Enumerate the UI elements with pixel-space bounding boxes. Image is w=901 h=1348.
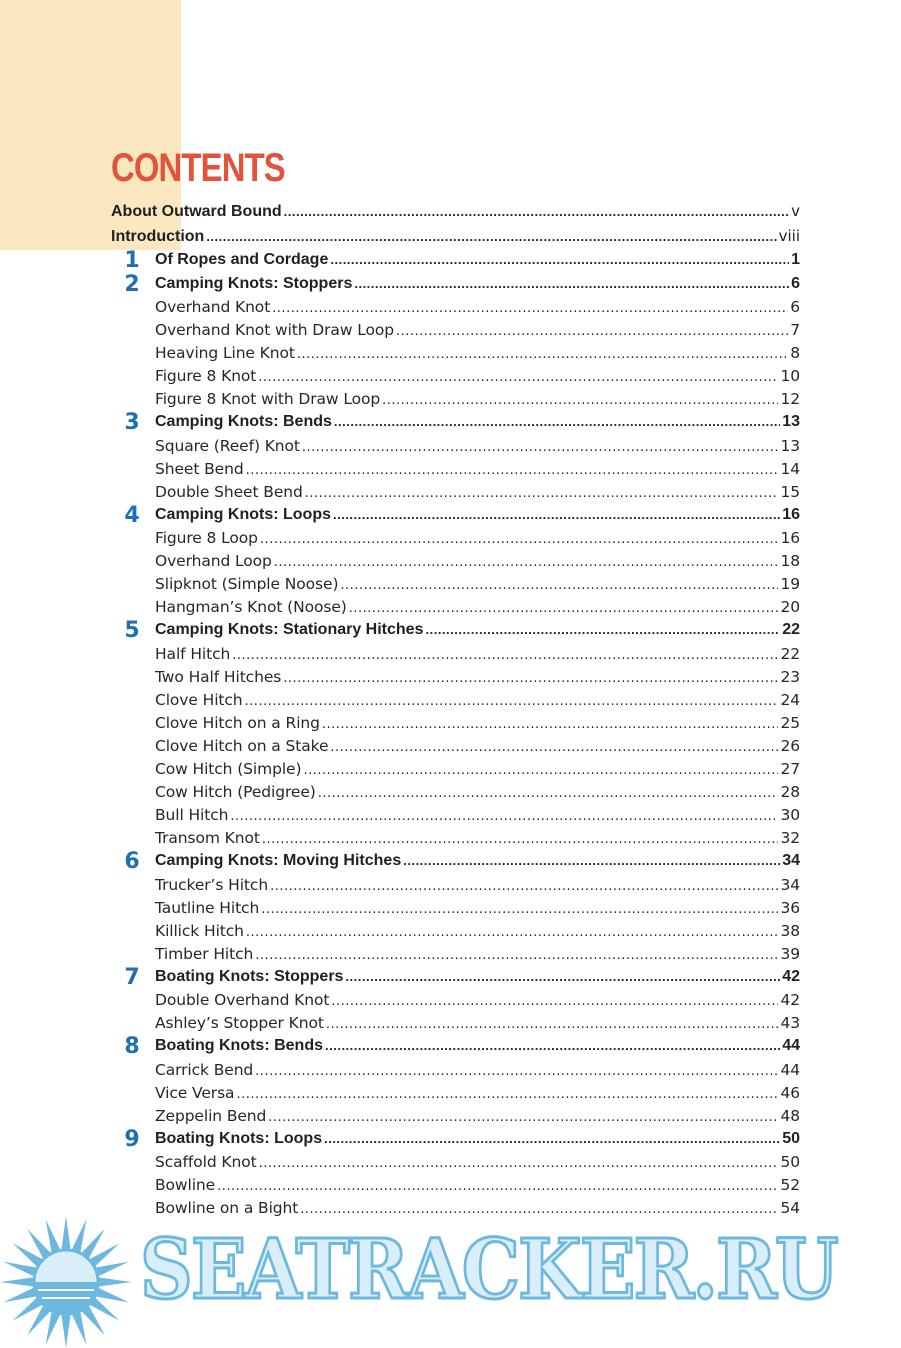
dot-leader [297,347,788,362]
toc-section-entry-label: Heaving Line Knot [155,344,295,363]
toc-section-entry-page-number: 6 [790,298,800,317]
toc-section-entry-label: Cow Hitch (Pedigree) [155,783,316,801]
toc-chapter-entry-page-number: 34 [782,852,800,869]
toc-section-entry-page-number: 27 [780,760,800,778]
dot-leader [325,1038,780,1053]
page-title: CONTENTS [111,146,285,190]
toc-section-entry-page-number: 23 [780,668,800,686]
toc-front-matter-entry [111,202,800,225]
toc-section-entry-page-number: 7 [790,321,800,340]
toc-chapter-entry [155,506,800,529]
toc-section-entry-page-number: 34 [780,875,800,894]
dot-leader [230,809,778,824]
dot-leader [283,671,778,686]
toc-chapter-entry-label: Camping Knots: Stationary Hitches [155,621,424,639]
dot-leader [274,555,779,570]
toc-chapter-entry-page-number: 44 [782,1037,800,1055]
toc-section-entry-label: Trucker’s Hitch [155,875,269,894]
toc-section-entry-page-number: 8 [790,344,800,363]
toc-section-entry [155,922,800,945]
toc-chapter-entry-label: Of Ropes and Cordage [155,251,329,268]
toc-section-entry-label: Bowline [155,1176,216,1195]
toc-section-entry-label: Cow Hitch (Simple) [155,760,302,778]
dot-leader [403,853,780,868]
dot-leader [261,902,778,917]
dot-leader [258,370,778,385]
toc-section-entry-page-number: 15 [780,482,800,501]
toc-section-entry [155,829,800,852]
toc-section-entry-label: Double Overhand Knot [155,991,330,1010]
toc-section-entry-label: Scaffold Knot [155,1153,257,1172]
chapter-number: 2 [124,271,140,297]
toc-section-entry-label: Half Hitch [155,645,231,663]
toc-section-entry-page-number: 25 [780,714,800,732]
dot-leader [349,601,779,616]
dot-leader [331,994,778,1009]
toc-section-entry-label: Figure 8 Knot with Draw Loop [155,390,381,409]
dot-leader [396,324,788,339]
toc-chapter-entry [155,275,800,298]
dot-leader [255,1064,778,1079]
toc-section-entry-label: Zeppelin Bend [155,1106,267,1125]
toc-section-entry [155,367,800,390]
toc-section-entry-page-number: 50 [780,1153,800,1172]
toc-chapter-entry-page-number: 6 [791,274,800,292]
toc-section-entry-label: Hangman’s Knot (Noose) [155,598,347,617]
watermark-text: SEATRACKER.RU [140,1222,837,1318]
toc-chapter-entry [155,251,800,274]
toc-section-entry [155,437,800,460]
toc-section-entry [155,760,800,783]
toc-section-entry-page-number: 54 [780,1199,800,1218]
dot-leader [272,301,788,316]
dot-leader [303,763,778,778]
dot-leader [318,786,779,801]
toc-chapter-entry-label: Boating Knots: Stoppers [155,967,344,985]
toc-section-entry [155,783,800,806]
dot-leader [246,925,779,940]
toc-front-matter-entry-label: About Outward Bound [111,203,282,220]
toc-section-entry-page-number: 19 [780,575,800,594]
toc-section-entry [155,991,800,1014]
toc-chapter-entry [155,413,800,436]
chapter-number: 3 [124,410,140,436]
toc-section-entry [155,575,800,598]
toc-section-entry-label: Overhand Loop [155,552,272,571]
chapter-number: 6 [124,849,140,874]
toc-section-entry-label: Carrick Bend [155,1060,254,1079]
dot-leader [232,648,778,663]
toc-section-entry-page-number: 52 [780,1176,800,1195]
toc-section-entry-page-number: 12 [780,390,800,409]
toc-chapter-entry [155,1130,800,1153]
toc-section-entry-page-number: 43 [780,1014,800,1033]
chapter-number: 7 [124,964,140,990]
toc-chapter-entry-label: Camping Knots: Stoppers [155,274,353,292]
toc-section-entry-label: Two Half Hitches [155,668,282,686]
toc-section-entry [155,899,800,922]
toc-section-entry-page-number: 44 [780,1060,800,1079]
toc-section-entry-label: Timber Hitch [155,944,254,963]
dot-leader [259,1156,779,1171]
dot-leader [330,740,778,755]
dot-leader [262,832,779,847]
toc-section-entry [155,1153,800,1176]
toc-section-entry [155,552,800,575]
toc-chapter-entry [155,621,800,644]
toc-section-entry-label: Vice Versa [155,1083,235,1102]
toc-section-entry-label: Clove Hitch on a Ring [155,714,320,732]
toc-chapter-entry-page-number: 42 [782,967,800,985]
toc-section-entry [155,806,800,829]
toc-section-entry-page-number: 30 [780,806,800,824]
toc-section-entry-page-number: 42 [780,991,800,1010]
dot-leader [245,694,779,709]
toc-chapter-entry-label: Boating Knots: Bends [155,1037,323,1055]
dot-leader [324,1131,780,1146]
dot-leader [206,229,776,244]
dot-leader [326,1017,779,1032]
toc-chapter-entry-label: Camping Knots: Moving Hitches [155,852,402,869]
toc-section-entry [155,460,800,483]
toc-section-entry-page-number: 10 [780,367,800,386]
toc-section-entry-page-number: 16 [780,529,800,548]
toc-section-entry-label: Square (Reef) Knot [155,436,300,455]
toc-section-entry-label: Killick Hitch [155,921,244,940]
dot-leader [284,204,789,219]
toc-section-entry-page-number: 28 [780,783,800,801]
dot-leader [217,1179,778,1194]
toc-section-entry [155,645,800,668]
toc-front-matter-entry-page-number: v [791,202,800,220]
toc-section-entry-page-number: 13 [780,436,800,455]
toc-chapter-entry [155,968,800,991]
toc-section-entry [155,691,800,714]
toc-section-entry [155,714,800,737]
toc-section-entry-page-number: 36 [780,898,800,917]
toc-section-entry-label: Bowline on a Bight [155,1199,299,1218]
toc-section-entry-label: Figure 8 Knot [155,367,257,386]
dot-leader [340,578,778,593]
toc-section-entry [155,483,800,506]
toc-front-matter-entry-page-number: viii [778,226,800,245]
toc-chapter-entry-label: Boating Knots: Loops [155,1129,323,1147]
toc-section-entry [155,1014,800,1037]
toc-section-entry-page-number: 39 [780,944,800,963]
chapter-number: 4 [124,502,140,528]
toc-section-entry-label: Sheet Bend [155,459,244,478]
toc-section-entry-page-number: 20 [780,598,800,617]
toc-section-entry [155,344,800,367]
dot-leader [334,414,780,429]
toc-front-matter-entry [111,227,800,250]
toc-chapter-entry-page-number: 22 [782,621,800,639]
dot-leader [236,1087,778,1102]
chapter-number: 1 [124,248,140,273]
toc-chapter-entry-page-number: 50 [782,1129,800,1147]
toc-section-entry [155,1107,800,1130]
toc-chapter-entry-page-number: 13 [782,413,800,431]
dot-leader [270,879,778,894]
dot-leader [322,717,779,732]
dot-leader [425,622,780,637]
toc-chapter-entry [155,1037,800,1060]
toc-section-entry-label: Overhand Knot with Draw Loop [155,321,394,340]
toc-section-entry-page-number: 46 [780,1083,800,1102]
chapter-number: 9 [124,1126,140,1152]
toc-section-entry [155,668,800,691]
dot-leader [345,969,780,984]
toc-section-entry [155,529,800,552]
dot-leader [302,440,779,455]
toc-section-entry-label: Figure 8 Loop [155,529,258,548]
toc-section-entry-label: Transom Knot [155,829,260,847]
dot-leader [333,507,780,522]
toc-section-entry-label: Clove Hitch [155,691,243,709]
toc-section-entry [155,1176,800,1199]
dot-leader [305,486,779,501]
toc-section-entry-page-number: 48 [780,1106,800,1125]
toc-section-entry [155,598,800,621]
toc-chapter-entry-label: Camping Knots: Loops [155,505,331,523]
toc-section-entry-page-number: 14 [780,459,800,478]
toc-section-entry-label: Bull Hitch [155,806,229,824]
toc-section-entry [155,1061,800,1084]
toc-section-entry-label: Slipknot (Simple Noose) [155,575,339,594]
dot-leader [255,948,778,963]
toc-section-entry [155,390,800,413]
dot-leader [260,532,779,547]
toc-front-matter-entry-label: Introduction [111,227,205,245]
dot-leader [354,276,789,291]
dot-leader [246,463,779,478]
toc-chapter-entry [155,852,800,875]
toc-section-entry-page-number: 18 [780,552,800,571]
toc-section-entry [155,321,800,344]
toc-section-entry-label: Ashley’s Stopper Knot [155,1014,324,1033]
toc-section-entry [155,876,800,899]
toc-section-entry [155,298,800,321]
toc-section-entry-page-number: 38 [780,921,800,940]
toc-chapter-entry-label: Camping Knots: Bends [155,413,332,431]
toc-section-entry-page-number: 22 [780,645,800,663]
toc-section-entry-label: Double Sheet Bend [155,482,303,501]
toc-section-entry [155,1084,800,1107]
toc-chapter-entry-page-number: 16 [782,505,800,523]
toc-section-entry-page-number: 32 [780,829,800,847]
toc-section-entry-label: Clove Hitch on a Stake [155,737,329,755]
toc-section-entry-page-number: 26 [780,737,800,755]
toc-section-entry-page-number: 24 [780,691,800,709]
toc-section-entry [155,945,800,968]
toc-chapter-entry-page-number: 1 [791,251,800,268]
toc-section-entry [155,737,800,760]
toc-section-entry-label: Overhand Knot [155,298,271,317]
dot-leader [268,1110,778,1125]
chapter-number: 5 [124,618,140,644]
dot-leader [330,252,789,267]
toc-section-entry-label: Tautline Hitch [155,898,260,917]
dot-leader [382,393,778,408]
chapter-number: 8 [124,1034,140,1060]
